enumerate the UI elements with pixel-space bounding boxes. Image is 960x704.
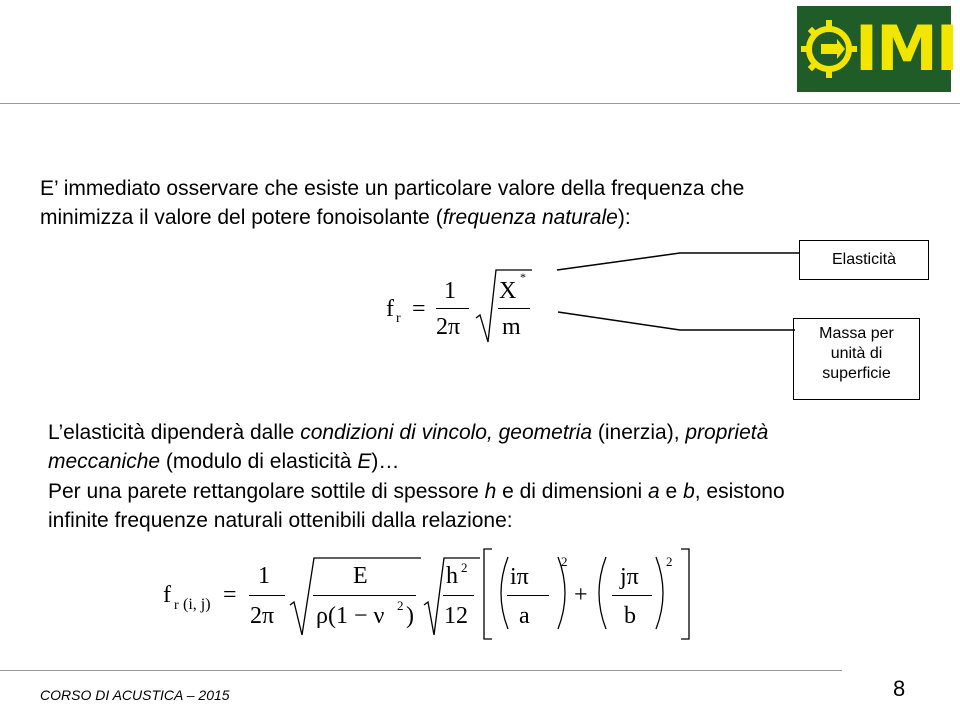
formula1-x: X — [499, 278, 517, 304]
formula2-f: f — [163, 582, 171, 608]
formula2-twelve: 12 — [444, 603, 468, 629]
formula2-E: E — [353, 563, 368, 589]
elasticity-paragraph: L’elasticità dipenderà dalle condizioni di vincolo, geometria (inerzia), proprietà meccaniche (modulo di elasticità E)… — [48, 421, 769, 473]
formula2-close: ) — [406, 603, 414, 629]
page-number: 8 — [893, 676, 906, 701]
formula1-star: * — [520, 270, 526, 284]
formula2-sub: r — [174, 598, 179, 613]
formula1-f: f — [386, 296, 394, 322]
mass-per-area-label: Massa per unità di superficie — [793, 318, 920, 400]
formula2-h-exp: 2 — [461, 560, 468, 575]
formula2-paren-sub: (i, j) — [183, 596, 211, 613]
formula2-bar-5 — [612, 595, 652, 596]
formula2-nu-exp: 2 — [397, 598, 404, 613]
formula2-one: 1 — [258, 563, 270, 589]
formula1-numerator: 1 — [444, 278, 456, 304]
formula2-eq: = — [223, 582, 237, 608]
formula2-exp-1: 2 — [561, 554, 568, 569]
formula2-plus: + — [574, 582, 588, 608]
formula2-twopi: 2π — [250, 603, 275, 629]
formula2-b: b — [624, 603, 636, 629]
formula2-a: a — [519, 603, 530, 629]
formula2-h: h — [446, 563, 458, 589]
plate-paragraph: Per una parete rettangolare sottile di spessore h e di dimensioni a e b, esistono infinite frequenze naturali ottenibili dalla relazione: — [48, 480, 785, 532]
logo-text: IMI — [855, 12, 957, 85]
intro-line-1: E’ immediato osservare che esiste un particolare valore della frequenza che — [40, 177, 745, 200]
formula1-m: m — [502, 314, 521, 340]
formula1-denominator: 2π — [436, 314, 461, 340]
course-footer: CORSO DI ACUSTICA – 2015 — [40, 687, 230, 703]
formula2-ipi: iπ — [510, 564, 529, 590]
formula2-bar-1 — [249, 595, 285, 596]
formula1-sub: r — [396, 311, 401, 326]
formula2-rho-den: ρ(1 − ν — [316, 603, 385, 629]
footer-divider — [0, 670, 842, 671]
formula2-bar-2 — [313, 595, 416, 596]
formula2-bar-4 — [507, 595, 549, 596]
intro-line-2: minimizza il valore del potere fonoisolante (frequenza naturale): — [40, 206, 631, 229]
formula2-exp-2: 2 — [666, 554, 673, 569]
formula2-bar-3 — [443, 595, 474, 596]
formula2-jpi: jπ — [620, 564, 639, 590]
elasticity-label: Elasticità — [799, 240, 929, 280]
formula1-eq: = — [412, 296, 426, 322]
